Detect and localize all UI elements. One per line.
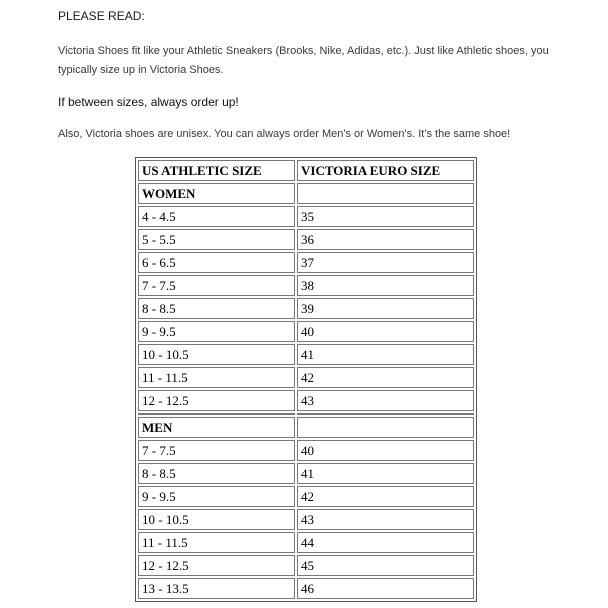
us-size-cell: 4 - 4.5 — [138, 206, 295, 227]
women-section-row — [138, 183, 474, 204]
table-row — [138, 390, 474, 411]
divider-cell — [138, 413, 295, 415]
section-divider-row — [138, 413, 474, 415]
header-us-size: US ATHLETIC SIZE — [138, 160, 295, 181]
table-row — [138, 275, 474, 296]
table-row — [138, 298, 474, 319]
euro-size-cell: 46 — [297, 578, 474, 599]
men-section-row — [138, 417, 474, 438]
size-chart-table — [135, 157, 477, 602]
unisex-info-paragraph: Also, Victoria shoes are unisex. You can always order Men's or Women's. It's the same shoe! — [58, 128, 511, 140]
table-row — [138, 206, 474, 227]
euro-size-cell: 41 — [297, 344, 474, 365]
us-size-cell: 7 - 7.5 — [138, 275, 295, 296]
euro-size-cell: 38 — [297, 275, 474, 296]
us-size-cell: 13 - 13.5 — [138, 578, 295, 599]
table-row — [138, 486, 474, 507]
us-size-cell: 7 - 7.5 — [138, 440, 295, 461]
women-label: WOMEN — [138, 183, 295, 204]
table-row — [138, 532, 474, 553]
euro-size-cell: 36 — [297, 229, 474, 250]
euro-size-cell: 45 — [297, 555, 474, 576]
please-read-heading: PLEASE READ: — [58, 9, 145, 23]
euro-size-cell: 41 — [297, 463, 474, 484]
euro-size-cell: 42 — [297, 486, 474, 507]
table-row — [138, 321, 474, 342]
us-size-cell: 12 - 12.5 — [138, 390, 295, 411]
table-row — [138, 509, 474, 530]
men-label: MEN — [138, 417, 295, 438]
size-up-advice: If between sizes, always order up! — [58, 95, 239, 109]
us-size-cell: 11 - 11.5 — [138, 532, 295, 553]
table-header-row — [138, 160, 474, 181]
euro-size-cell: 44 — [297, 532, 474, 553]
table-row — [138, 440, 474, 461]
empty-cell — [297, 183, 474, 204]
us-size-cell: 8 - 8.5 — [138, 298, 295, 319]
table-row — [138, 578, 474, 599]
table-row — [138, 463, 474, 484]
us-size-cell: 8 - 8.5 — [138, 463, 295, 484]
table-row — [138, 367, 474, 388]
us-size-cell: 12 - 12.5 — [138, 555, 295, 576]
us-size-cell: 9 - 9.5 — [138, 486, 295, 507]
fit-info-paragraph: Victoria Shoes fit like your Athletic Sneakers (Brooks, Nike, Adidas, etc.). Just like Athletic shoes, you typically size up in Victoria Shoes. — [58, 45, 549, 76]
table-row — [138, 555, 474, 576]
euro-size-cell: 40 — [297, 440, 474, 461]
header-euro-size: VICTORIA EURO SIZE — [297, 160, 474, 181]
empty-cell — [297, 417, 474, 438]
euro-size-cell: 39 — [297, 298, 474, 319]
table-row — [138, 344, 474, 365]
euro-size-cell: 37 — [297, 252, 474, 273]
divider-cell — [297, 413, 474, 415]
us-size-cell: 6 - 6.5 — [138, 252, 295, 273]
us-size-cell: 9 - 9.5 — [138, 321, 295, 342]
table-row — [138, 229, 474, 250]
us-size-cell: 10 - 10.5 — [138, 509, 295, 530]
euro-size-cell: 43 — [297, 390, 474, 411]
table-row — [138, 252, 474, 273]
us-size-cell: 10 - 10.5 — [138, 344, 295, 365]
euro-size-cell: 35 — [297, 206, 474, 227]
euro-size-cell: 43 — [297, 509, 474, 530]
euro-size-cell: 42 — [297, 367, 474, 388]
us-size-cell: 11 - 11.5 — [138, 367, 295, 388]
us-size-cell: 5 - 5.5 — [138, 229, 295, 250]
euro-size-cell: 40 — [297, 321, 474, 342]
